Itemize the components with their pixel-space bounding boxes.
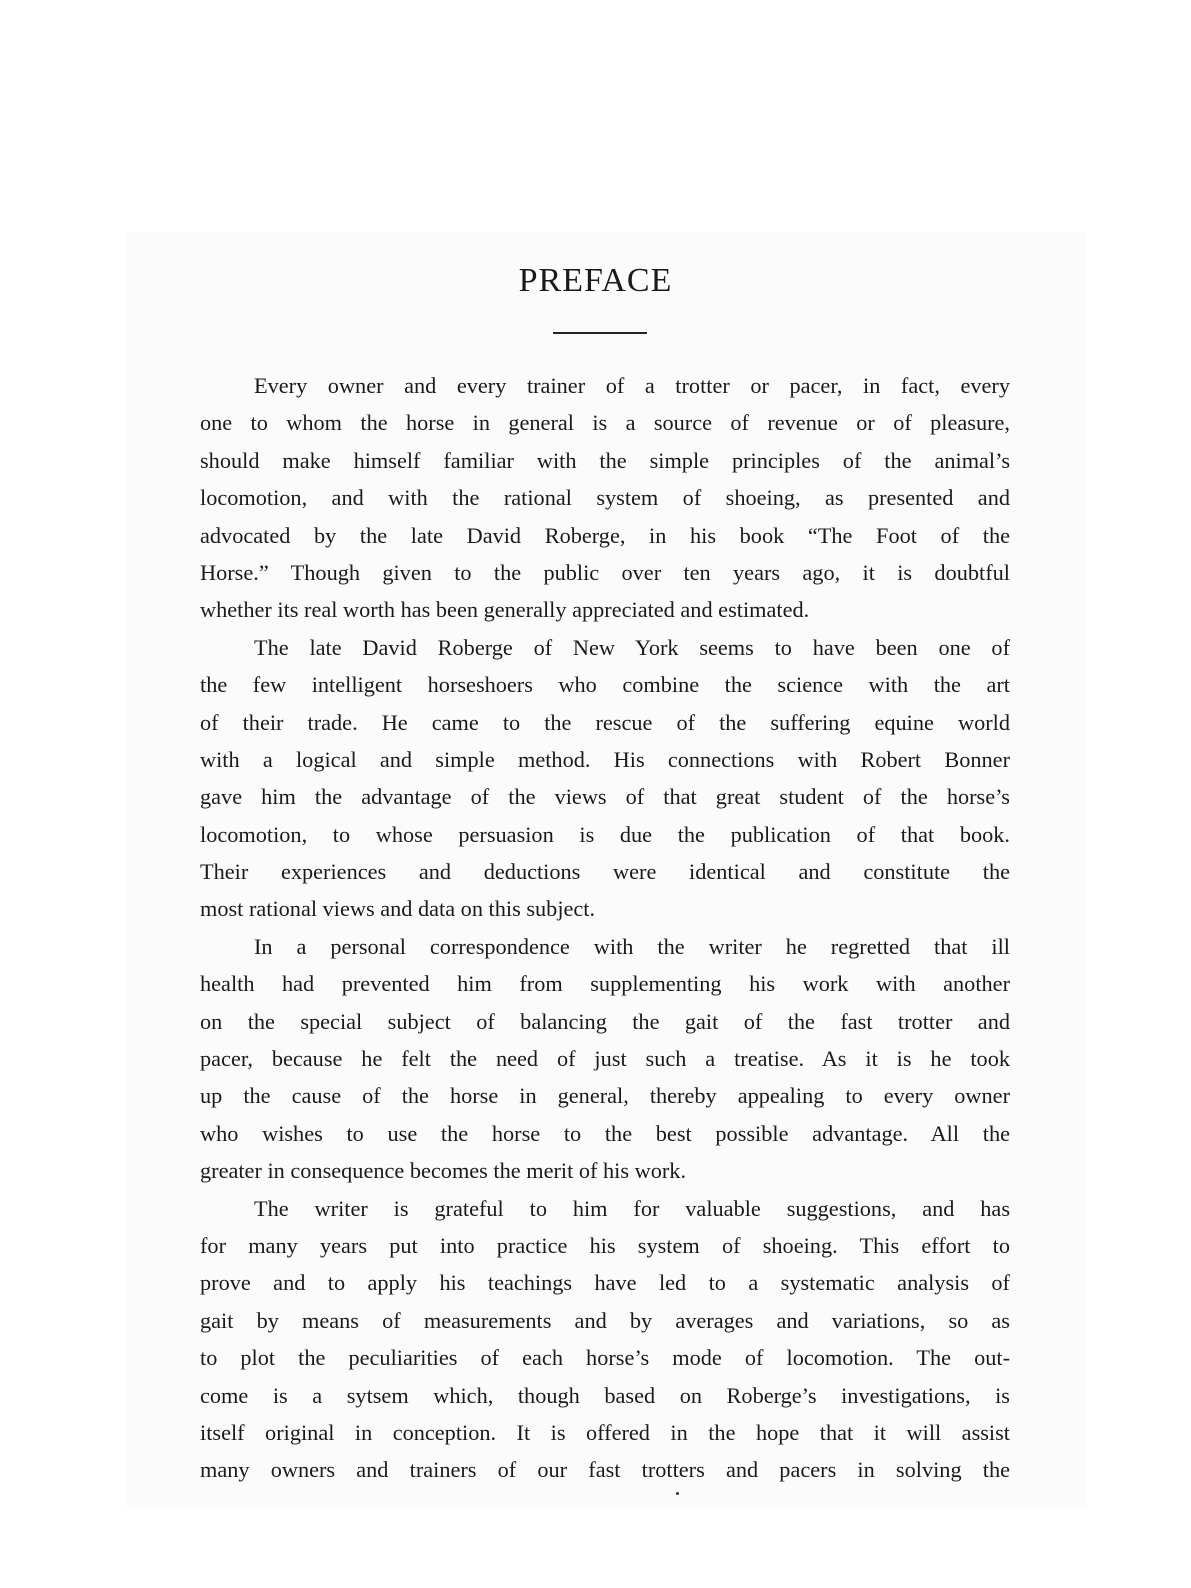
page-title: PREFACE xyxy=(518,262,673,299)
text-line: of their trade. He came to the rescue of the suffering equine world xyxy=(200,709,1010,735)
text-line: itself original in conception. It is offered in the hope that it will assist xyxy=(200,1419,1010,1445)
text-line: health had prevented him from supplementing his work with another xyxy=(200,971,1010,997)
paragraph-4 xyxy=(200,1190,1010,1489)
page-mark xyxy=(676,1492,679,1495)
text-line: on the special subject of balancing the gait of the fast trotter and xyxy=(200,1008,1010,1034)
text-line: one to whom the horse in general is a source of revenue or of pleasure, xyxy=(200,410,1010,436)
text-line: The writer is grateful to him for valuable suggestions, and has xyxy=(254,1195,1010,1221)
title-divider xyxy=(553,332,647,334)
text-line: many owners and trainers of our fast trotters and pacers in solving the xyxy=(200,1457,1010,1483)
paragraph-1 xyxy=(200,367,1010,629)
text-line: Horse.” Though given to the public over ten years ago, it is doubtful xyxy=(200,559,1010,585)
text-line: for many years put into practice his system of shoeing. This effort to xyxy=(200,1232,1010,1258)
text-line: to plot the peculiarities of each horse’s mode of locomotion. The out- xyxy=(200,1345,1010,1371)
text-line: whether its real worth has been generally appreciated and estimated. xyxy=(200,597,810,623)
text-line: most rational views and data on this subject. xyxy=(200,896,596,922)
text-line: the few intelligent horseshoers who combine the science with the art xyxy=(200,672,1010,698)
text-line: prove and to apply his teachings have led to a systematic analysis of xyxy=(200,1270,1010,1296)
text-line: should make himself familiar with the simple principles of the animal’s xyxy=(200,447,1010,473)
text-line: up the cause of the horse in general, thereby appealing to every owner xyxy=(200,1083,1010,1109)
text-line: come is a sytsem which, though based on Roberge’s investigations, is xyxy=(200,1382,1010,1408)
text-line: greater in consequence becomes the merit of his work. xyxy=(200,1158,687,1184)
paragraph-2 xyxy=(200,629,1010,928)
text-line: In a personal correspondence with the writer he regretted that ill xyxy=(254,933,1010,959)
text-line: advocated by the late David Roberge, in his book “The Foot of the xyxy=(200,522,1010,548)
text-line: Their experiences and deductions were identical and constitute the xyxy=(200,859,1010,885)
text-line: gave him the advantage of the views of that great student of the horse’s xyxy=(200,784,1010,810)
text-line: pacer, because he felt the need of just such a treatise. As it is he took xyxy=(200,1046,1010,1072)
text-line: with a logical and simple method. His connections with Robert Bonner xyxy=(200,746,1010,772)
text-line: The late David Roberge of New York seems to have been one of xyxy=(254,634,1010,660)
text-line: Every owner and every trainer of a trotter or pacer, in fact, every xyxy=(254,373,1010,398)
text-line: who wishes to use the horse to the best possible advantage. All the xyxy=(200,1120,1010,1146)
text-line: locomotion, to whose persuasion is due the publication of that book. xyxy=(200,821,1010,847)
text-line: locomotion, and with the rational system of shoeing, as presented and xyxy=(200,485,1010,511)
text-line: gait by means of measurements and by averages and variations, so as xyxy=(200,1307,1010,1333)
preface-body xyxy=(200,367,1010,1489)
paragraph-3 xyxy=(200,928,1010,1190)
